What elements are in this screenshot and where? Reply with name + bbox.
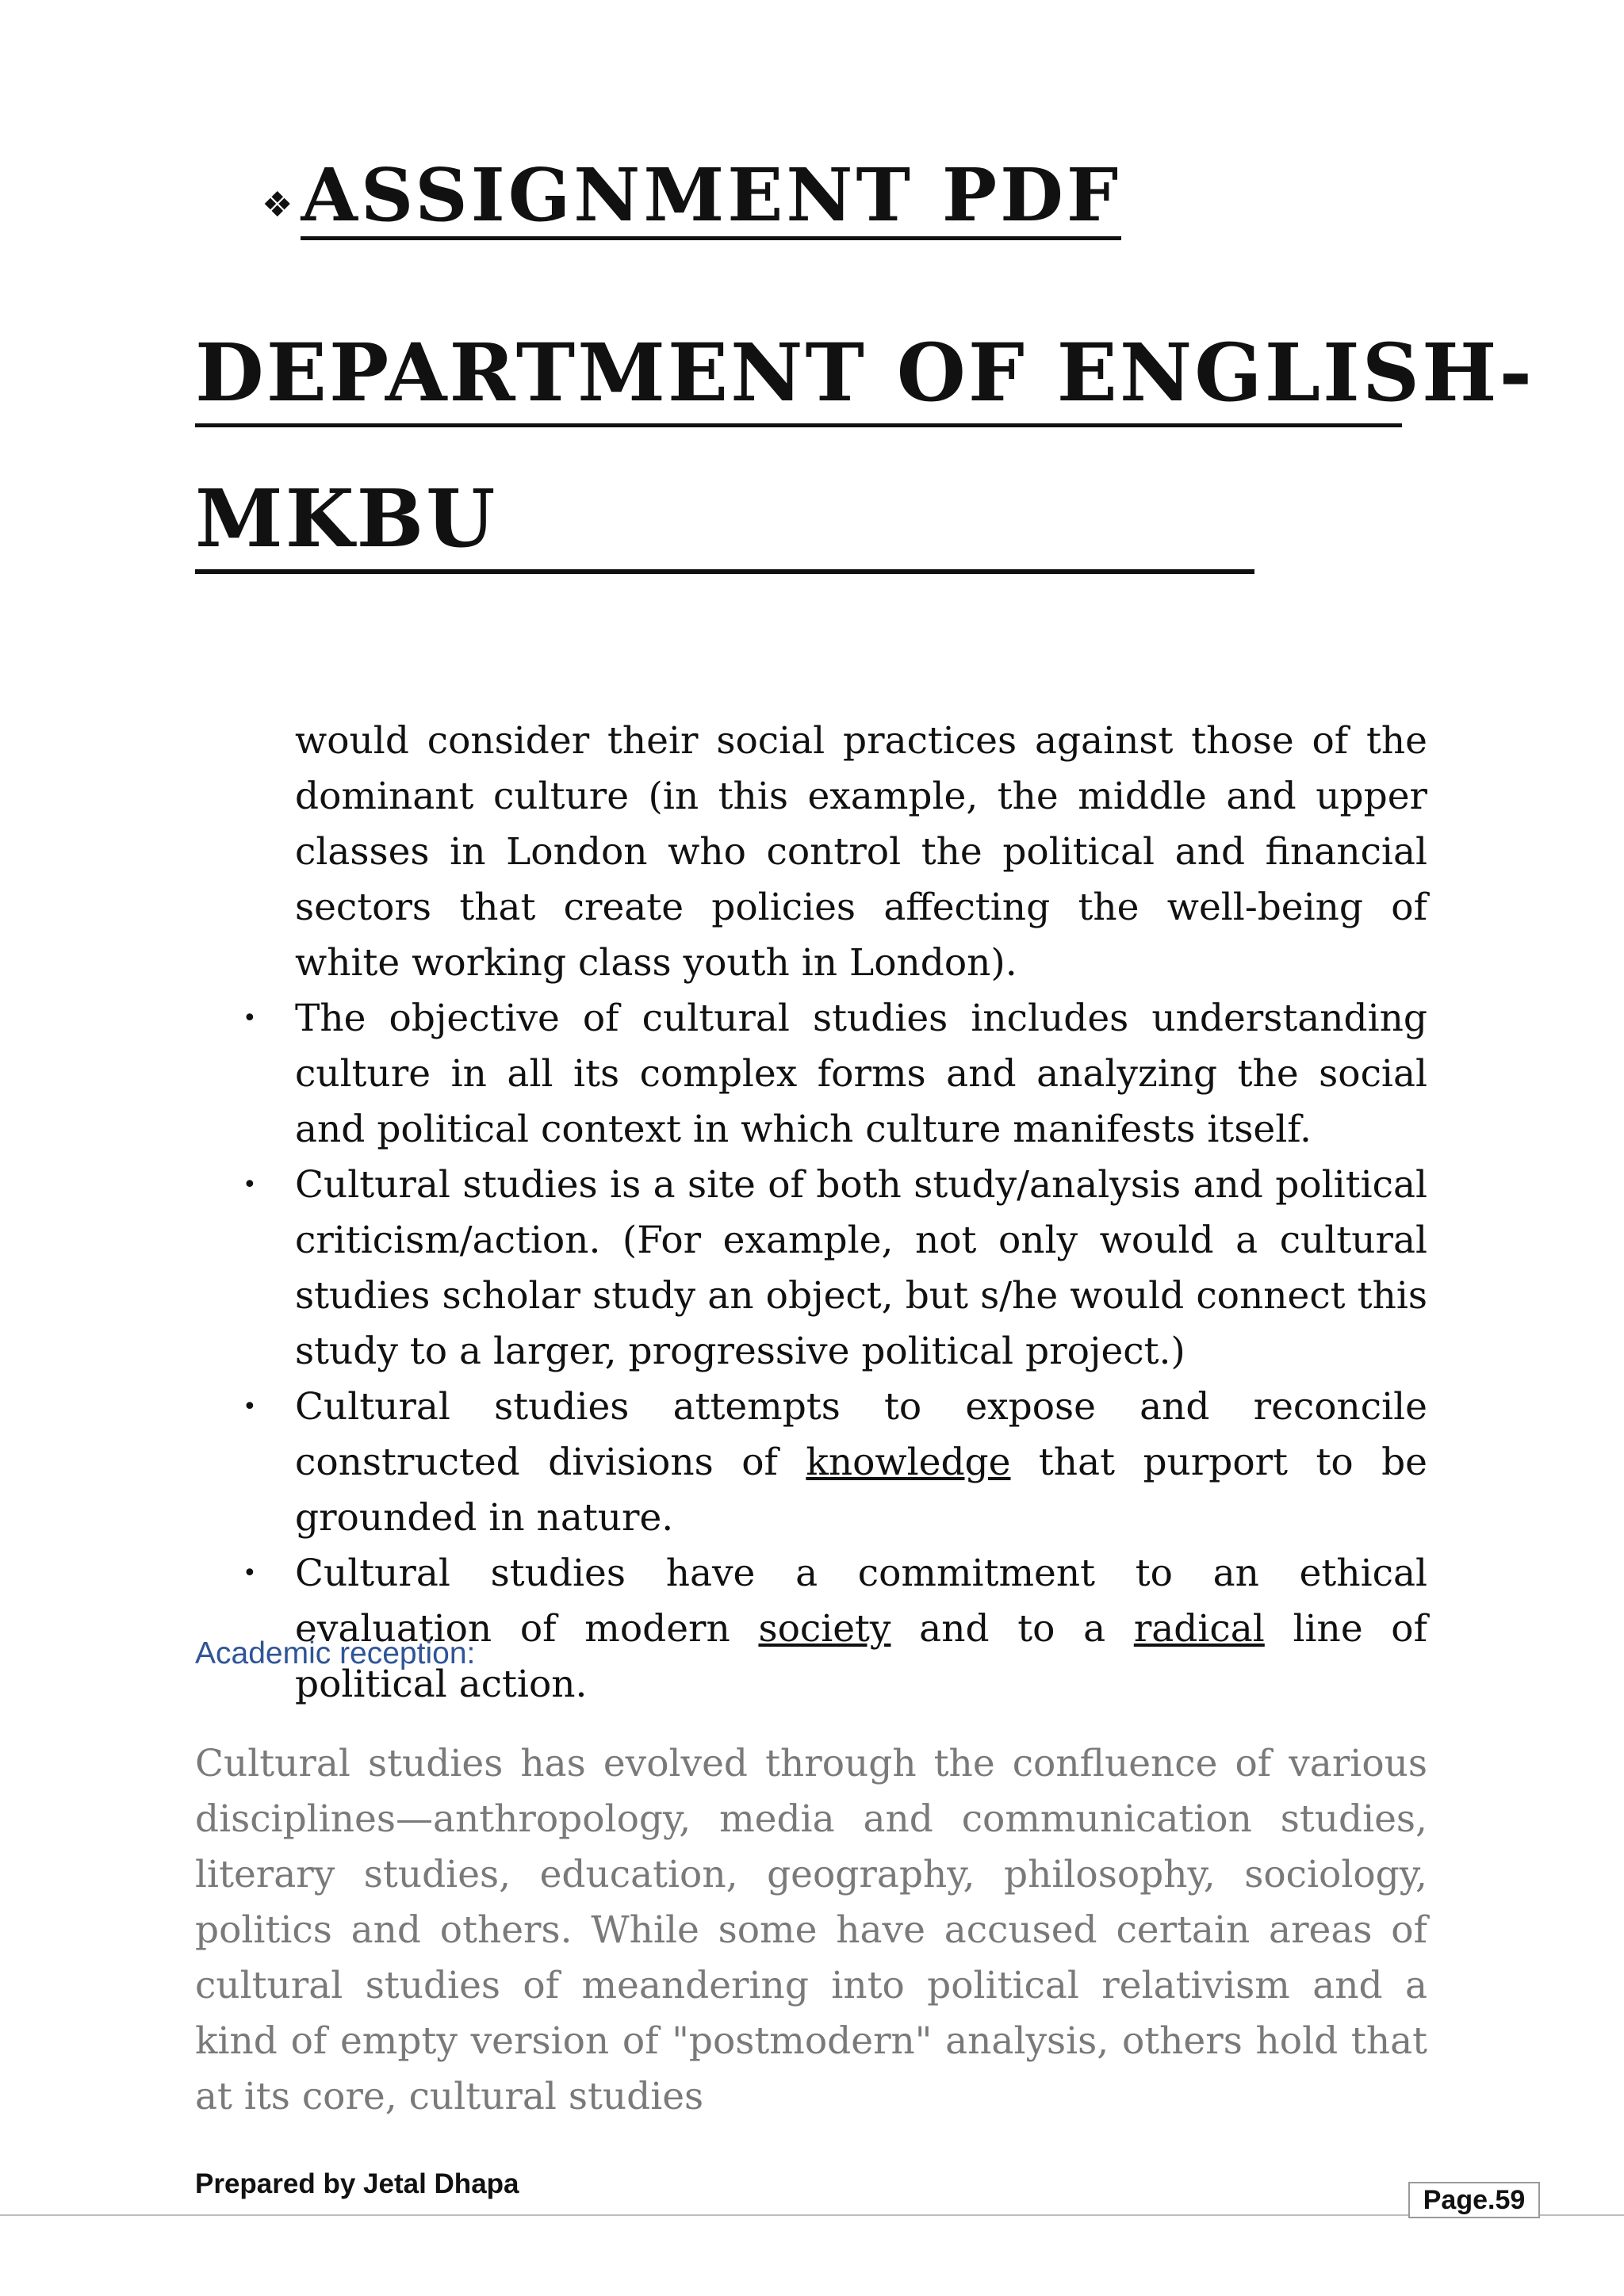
continuation-paragraph: would consider their social practices against those of the dominant culture (in this example, the middle and upper classes in London who control the political and financial sectors that create policies affecting the well-being of white working class youth in London). xyxy=(295,719,1427,985)
list-item xyxy=(243,1158,1427,1380)
bullet-icon: • xyxy=(243,1004,257,1032)
list-item-text: line of political action. xyxy=(295,1607,1428,1706)
footer-author: Prepared by Jetal Dhapa xyxy=(195,2168,519,2199)
page-number: Page.59 xyxy=(1408,2182,1540,2218)
knowledge-link[interactable]: knowledge xyxy=(806,1441,1011,1484)
main-content xyxy=(243,714,1428,1712)
list-item-text: that purport to be grounded in nature. xyxy=(295,1441,1427,1540)
section-paragraph: Cultural studies has evolved through the confluence of various disciplines—anthropology, media and communication studies, literary studies, education, geography, philosophy, sociology, politics and others. While some have accused certain areas of cultural studies of meandering into political relativism and a kind of empty version of "postmodern" analysis, others hold that at its core, cultural studies xyxy=(195,1742,1427,2118)
society-link[interactable]: society xyxy=(758,1607,891,1651)
bullet-icon: • xyxy=(243,1171,257,1199)
list-item-text: Cultural studies attempts to expose and reconcile constructed divisions of xyxy=(295,1385,1427,1484)
list-item-text: Cultural studies have a commitment to an ethical evaluation of modern xyxy=(295,1552,1427,1651)
diamond-bullet-icon: ❖ xyxy=(262,185,293,225)
list-item-text: and to a xyxy=(891,1607,1134,1651)
bullet-list xyxy=(243,991,1428,1712)
department-title: DEPARTMENT OF ENGLISH- xyxy=(195,333,1402,427)
bullet-icon: • xyxy=(243,1393,257,1421)
section-heading: Academic reception: xyxy=(195,1636,476,1670)
list-item xyxy=(243,991,1427,1158)
list-item-text: Cultural studies is a site of both study/analysis and political criticism/action. (For example, not only would a cultural studies scholar study an object, but s/he would connect this study to a larger, progressive political project.) xyxy=(295,1163,1427,1373)
assignment-header xyxy=(262,152,1122,240)
department-title-line2: MKBU xyxy=(195,479,1254,574)
list-item xyxy=(243,1546,1428,1712)
radical-link[interactable]: radical xyxy=(1133,1607,1265,1651)
footer-divider xyxy=(0,2214,1624,2216)
bullet-icon: • xyxy=(243,1559,257,1587)
list-item-text: The objective of cultural studies includes understanding culture in all its complex forms and analyzing the social and political context in which culture manifests itself. xyxy=(295,997,1427,1151)
list-item xyxy=(243,1380,1427,1546)
assignment-title: ASSIGNMENT PDF xyxy=(301,159,1121,240)
